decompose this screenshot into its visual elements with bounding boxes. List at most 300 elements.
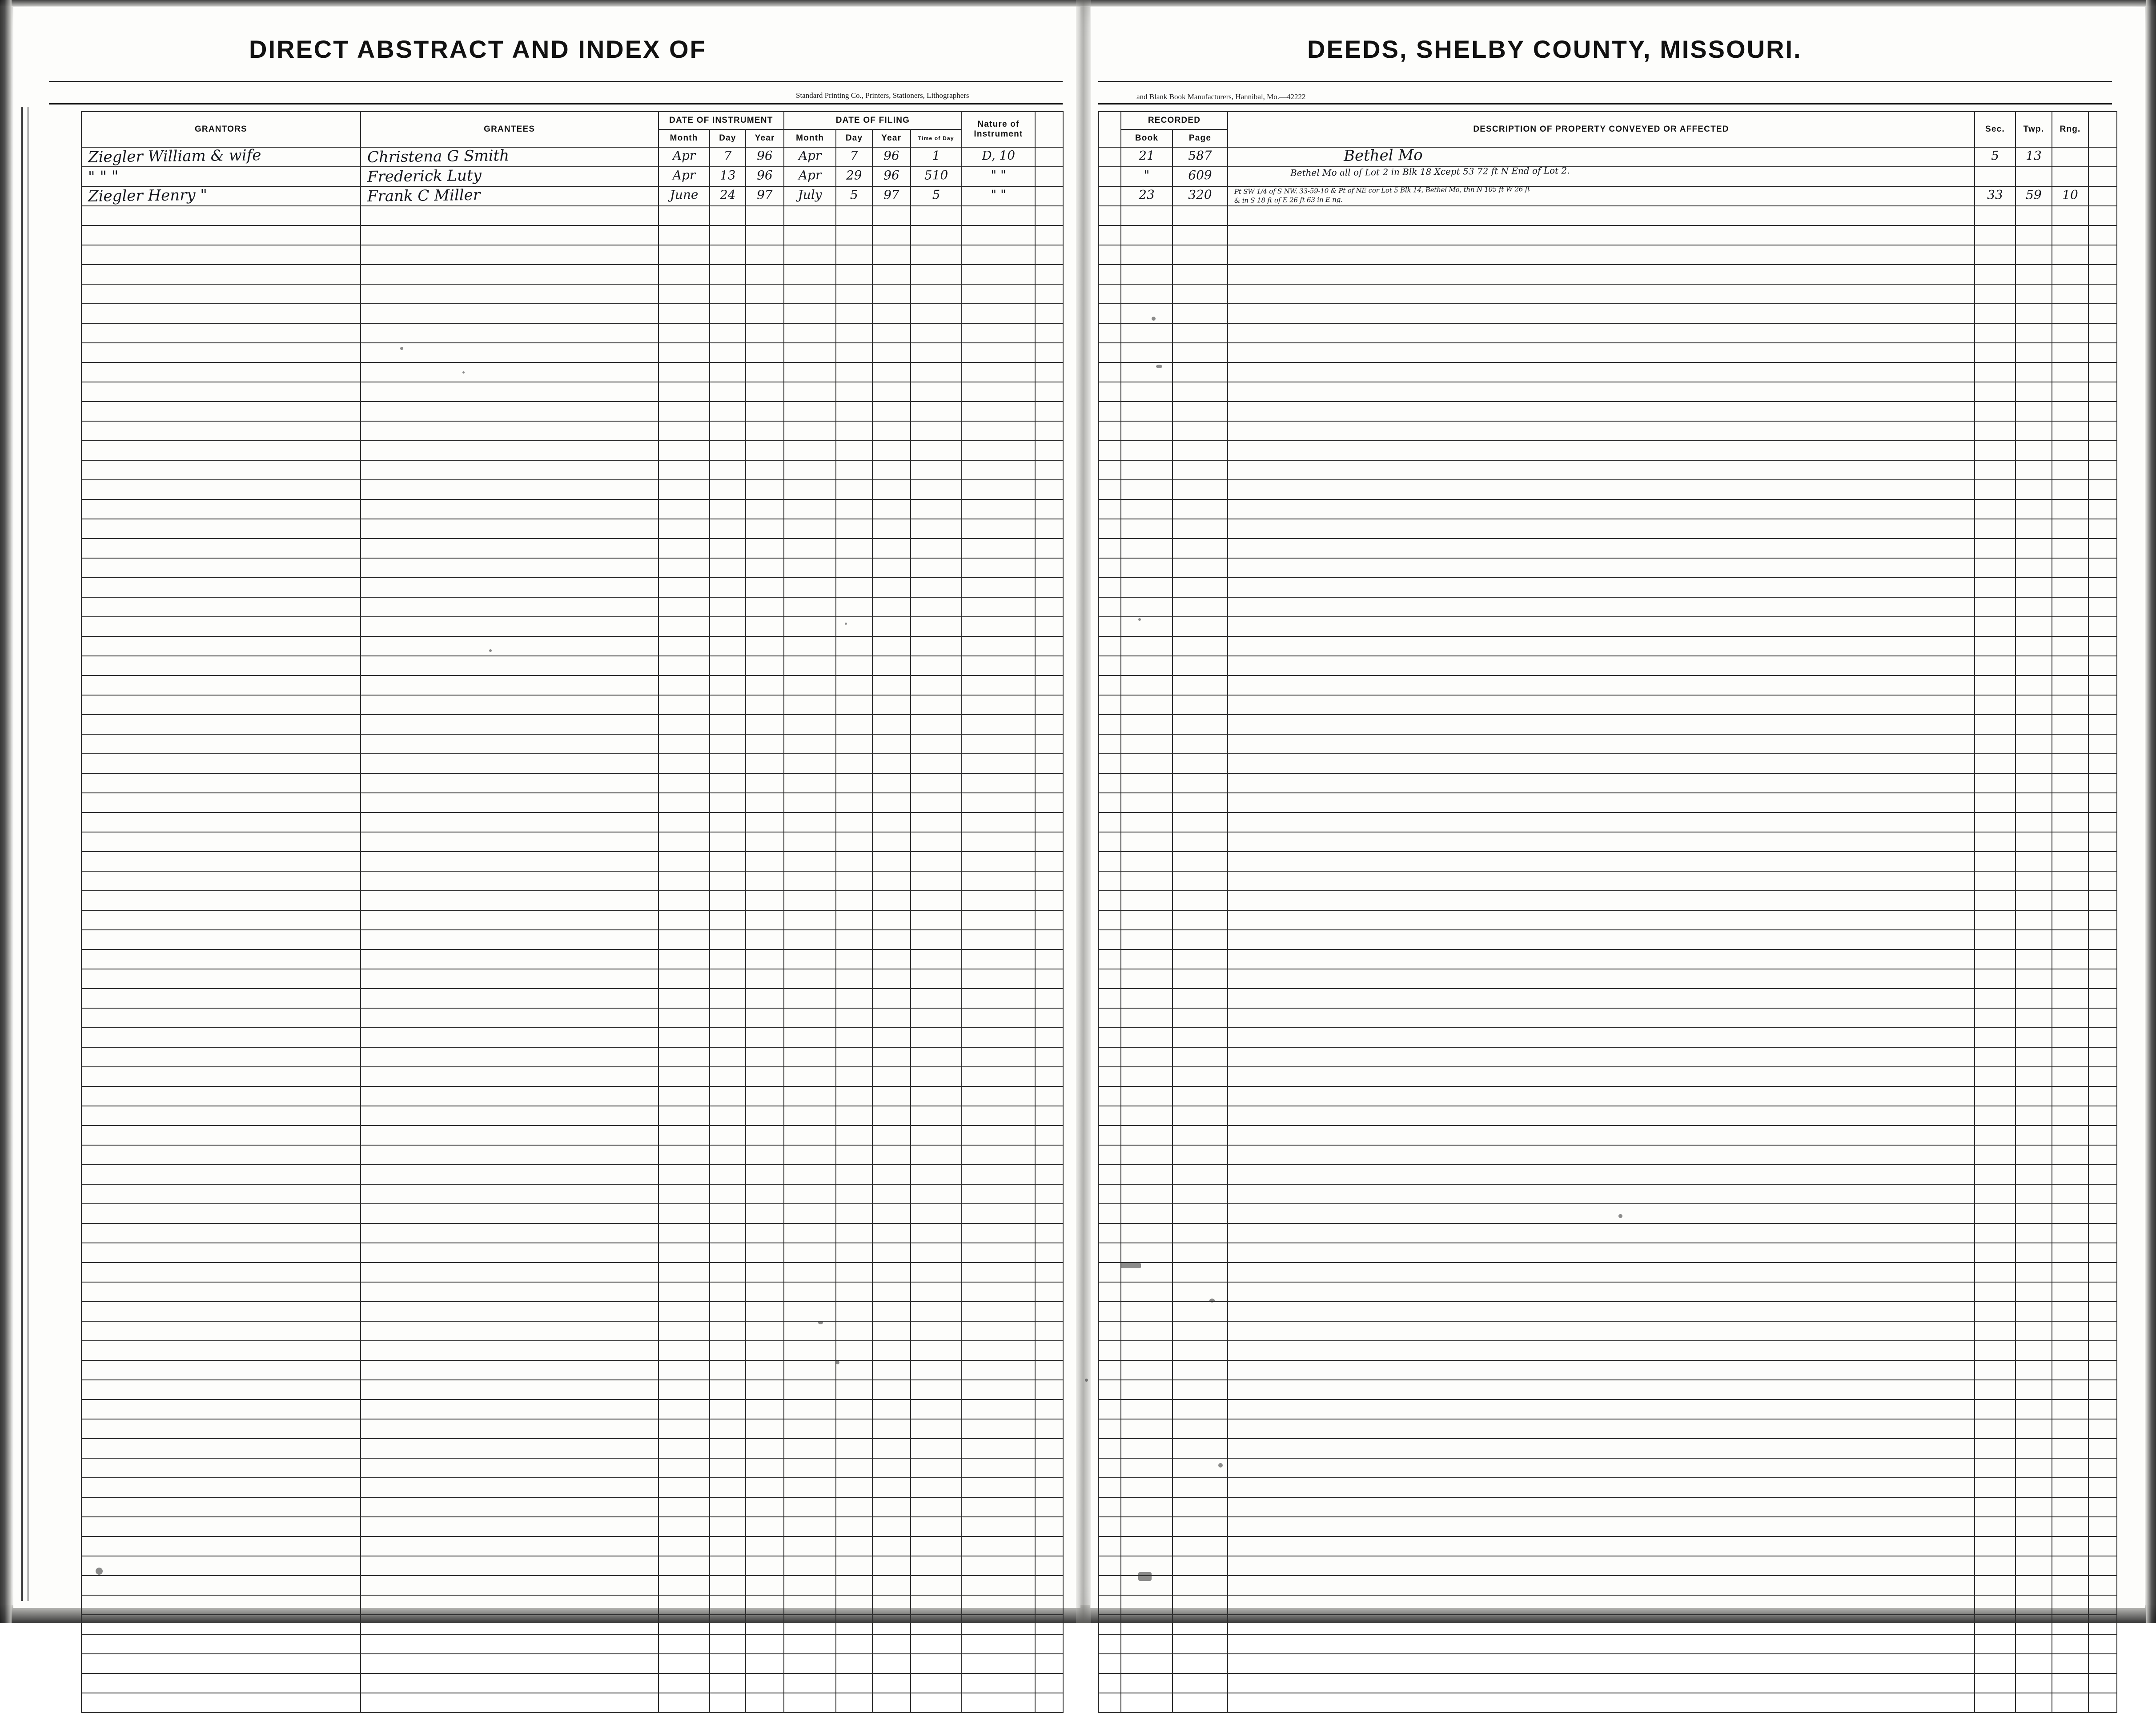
cell-blank xyxy=(1121,773,1172,793)
cell-blank xyxy=(1099,1556,1121,1576)
cell-blank xyxy=(1172,1008,1228,1028)
cell-blank xyxy=(872,558,911,578)
cell-blank xyxy=(746,1243,784,1263)
cell-blank xyxy=(2015,1517,2052,1536)
cell-blank xyxy=(1121,1321,1172,1341)
cell-blank xyxy=(1975,1693,2015,1713)
cell-blank xyxy=(2088,441,2117,460)
cell-blank xyxy=(81,1595,361,1615)
cell-blank xyxy=(1172,441,1228,460)
cell-blank xyxy=(1975,1615,2015,1634)
cell-blank xyxy=(81,1165,361,1184)
handwriting-twp: 13 xyxy=(2025,148,2042,163)
cell-blank xyxy=(710,1673,746,1693)
cell-blank xyxy=(361,460,658,480)
cell-blank xyxy=(658,382,710,402)
cell-blank xyxy=(784,676,836,695)
table-row-blank xyxy=(1099,1204,2117,1223)
cell-blank xyxy=(872,656,911,676)
cell-blank xyxy=(1975,1458,2015,1478)
cell-blank xyxy=(836,558,872,578)
cell-blank xyxy=(746,1028,784,1047)
cell-blank xyxy=(746,1536,784,1556)
cell-blank xyxy=(872,617,911,636)
table-row-blank xyxy=(81,519,1063,539)
cell-blank xyxy=(1035,656,1063,676)
cell-blank xyxy=(81,343,361,362)
cell-blank xyxy=(2052,1243,2088,1263)
cell-blank xyxy=(1172,1497,1228,1517)
cell-blank xyxy=(1121,1419,1172,1439)
cell-blank xyxy=(962,1302,1035,1321)
cell-blank xyxy=(1172,930,1228,949)
cell-blank xyxy=(1035,1282,1063,1302)
table-row-blank xyxy=(81,949,1063,969)
cell-blank xyxy=(784,793,836,812)
cell-blank xyxy=(2052,304,2088,323)
cell-blank xyxy=(1121,1106,1172,1126)
cell-blank xyxy=(2015,1243,2052,1263)
scan-speck xyxy=(818,1321,823,1324)
table-row-blank xyxy=(1099,1576,2117,1595)
cell-blank xyxy=(2052,891,2088,910)
cell-blank xyxy=(911,1047,962,1067)
cell-blank xyxy=(1172,871,1228,891)
handwriting-description: Bethel Mo xyxy=(1343,146,1423,165)
table-row-blank xyxy=(1099,1478,2117,1497)
cell-blank xyxy=(1099,1165,1121,1184)
cell-blank xyxy=(911,793,962,812)
cell-blank xyxy=(2015,1693,2052,1713)
cell-blank xyxy=(911,284,962,304)
scan-speck xyxy=(1138,618,1141,621)
cell-blank xyxy=(962,1419,1035,1439)
cell-blank xyxy=(81,793,361,812)
cell-blank xyxy=(1172,1380,1228,1399)
cell-blank xyxy=(836,969,872,989)
cell-blank xyxy=(2088,402,2117,421)
cell-blank xyxy=(1975,1673,2015,1693)
handwriting-nature: D, 10 xyxy=(981,148,1016,163)
cell-blank xyxy=(1228,1634,1975,1654)
cell-blank xyxy=(1121,695,1172,715)
cell-blank xyxy=(1975,773,2015,793)
cell-blank xyxy=(1121,1165,1172,1184)
cell-blank xyxy=(911,1145,962,1165)
cell-blank xyxy=(710,832,746,852)
cell-blank xyxy=(710,460,746,480)
table-row-blank xyxy=(81,1282,1063,1302)
handwriting-rng: 10 xyxy=(2062,187,2079,202)
table-row-blank xyxy=(1099,499,2117,519)
cell-blank xyxy=(872,225,911,245)
cell-blank xyxy=(1121,871,1172,891)
printer-imprint-left: Standard Printing Co., Printers, Stationers, Lithographers xyxy=(796,91,969,100)
handwriting-inst-month: Apr xyxy=(672,148,696,163)
cell-blank xyxy=(658,989,710,1008)
cell-blank xyxy=(2052,1360,2088,1380)
cell-blank xyxy=(1172,499,1228,519)
cell-blank xyxy=(658,1615,710,1634)
cell-blank xyxy=(81,519,361,539)
cell-blank xyxy=(2052,245,2088,265)
cell-blank xyxy=(2052,1106,2088,1126)
cell-blank xyxy=(911,460,962,480)
handwriting-page: 587 xyxy=(1188,148,1212,163)
cell-blank xyxy=(911,1028,962,1047)
col-header-grantees: GRANTEES xyxy=(361,112,658,147)
cell-blank xyxy=(1975,1439,2015,1458)
cell-blank xyxy=(1172,304,1228,323)
cell-blank xyxy=(746,891,784,910)
cell-blank xyxy=(746,1419,784,1439)
cell-blank xyxy=(1099,499,1121,519)
cell-blank xyxy=(1172,1419,1228,1439)
cell-blank xyxy=(1099,852,1121,871)
cell-blank xyxy=(1099,1654,1121,1673)
table-row-blank xyxy=(81,793,1063,812)
cell-blank xyxy=(361,1576,658,1595)
cell-blank xyxy=(361,1595,658,1615)
cell-blank xyxy=(658,812,710,832)
cell-blank xyxy=(1228,1615,1975,1634)
cell-blank xyxy=(1099,1458,1121,1478)
cell-blank xyxy=(658,1067,710,1086)
cell-blank xyxy=(872,1380,911,1399)
cell-blank xyxy=(1099,1536,1121,1556)
cell-blank xyxy=(81,1634,361,1654)
cell-blank xyxy=(836,1458,872,1478)
cell-blank xyxy=(361,1399,658,1419)
cell-blank xyxy=(1228,617,1975,636)
cell-blank xyxy=(2052,1673,2088,1693)
cell-blank xyxy=(2015,225,2052,245)
cell-blank xyxy=(1121,499,1172,519)
cell-blank xyxy=(2015,871,2052,891)
cell-blank xyxy=(911,891,962,910)
table-row-blank xyxy=(81,1556,1063,1576)
cell-blank xyxy=(81,1204,361,1223)
cell-blank xyxy=(1228,1106,1975,1126)
cell-blank xyxy=(911,832,962,852)
cell-blank xyxy=(1228,480,1975,499)
cell-blank xyxy=(1172,265,1228,284)
table-row-blank xyxy=(1099,1595,2117,1615)
cell-blank xyxy=(2052,1419,2088,1439)
cell-blank xyxy=(81,1028,361,1047)
cell-blank xyxy=(1099,891,1121,910)
table-row-blank xyxy=(1099,519,2117,539)
cell-blank xyxy=(361,871,658,891)
table-row-blank xyxy=(1099,1673,2117,1693)
cell-blank xyxy=(784,969,836,989)
cell-blank xyxy=(1172,1321,1228,1341)
col-header-inst-year: Year xyxy=(746,129,784,147)
cell-blank xyxy=(2015,969,2052,989)
cell-blank xyxy=(746,676,784,695)
cell-right-edge-spacer xyxy=(2088,186,2117,206)
cell-blank xyxy=(361,265,658,284)
cell-blank xyxy=(2088,1360,2117,1380)
table-row-blank xyxy=(1099,1302,2117,1321)
cell-inst-day xyxy=(710,186,746,206)
cell-blank xyxy=(1228,773,1975,793)
cell-blank xyxy=(836,1341,872,1360)
cell-blank xyxy=(746,832,784,852)
cell-blank xyxy=(2088,1634,2117,1654)
cell-blank xyxy=(81,1282,361,1302)
cell-blank xyxy=(710,499,746,519)
cell-blank xyxy=(81,460,361,480)
cell-blank xyxy=(784,1556,836,1576)
cell-blank xyxy=(1172,480,1228,499)
cell-blank xyxy=(962,1536,1035,1556)
cell-blank xyxy=(836,734,872,754)
cell-blank xyxy=(2015,1536,2052,1556)
scan-speck xyxy=(400,347,403,350)
cell-blank xyxy=(1035,1204,1063,1223)
cell-blank xyxy=(1099,832,1121,852)
cell-description xyxy=(1228,186,1975,206)
cell-blank xyxy=(1228,578,1975,597)
cell-blank xyxy=(872,1595,911,1615)
cell-blank xyxy=(81,754,361,773)
handwriting-inst-year: 96 xyxy=(757,168,773,183)
cell-blank xyxy=(746,754,784,773)
table-row-blank xyxy=(81,1634,1063,1654)
cell-blank xyxy=(1172,1263,1228,1282)
cell-twp xyxy=(2015,186,2052,206)
scan-speck xyxy=(1218,1463,1223,1468)
cell-blank xyxy=(784,1302,836,1321)
handwriting-inst-month: June xyxy=(669,187,699,202)
cell-blank xyxy=(836,812,872,832)
cell-blank xyxy=(361,343,658,362)
cell-blank xyxy=(658,1556,710,1576)
cell-blank xyxy=(1975,1517,2015,1536)
property-description-table xyxy=(1098,111,2117,1713)
cell-blank xyxy=(1172,1536,1228,1556)
cell-blank xyxy=(836,656,872,676)
cell-blank xyxy=(1099,558,1121,578)
cell-blank xyxy=(1975,754,2015,773)
cell-blank xyxy=(81,1497,361,1517)
cell-blank xyxy=(1099,734,1121,754)
cell-blank xyxy=(1035,1673,1063,1693)
cell-blank xyxy=(962,1047,1035,1067)
cell-blank xyxy=(962,930,1035,949)
cell-blank xyxy=(710,245,746,265)
cell-blank xyxy=(872,1576,911,1595)
cell-blank xyxy=(962,1497,1035,1517)
cell-blank xyxy=(1121,225,1172,245)
table-row-blank xyxy=(81,1517,1063,1536)
cell-blank xyxy=(81,402,361,421)
cell-blank xyxy=(1172,910,1228,930)
cell-blank xyxy=(658,949,710,969)
table-row-blank xyxy=(81,578,1063,597)
cell-blank xyxy=(710,1263,746,1282)
cell-blank xyxy=(2088,793,2117,812)
cell-blank xyxy=(1121,519,1172,539)
cell-blank xyxy=(1035,1126,1063,1145)
cell-blank xyxy=(710,1478,746,1497)
cell-blank xyxy=(1975,1302,2015,1321)
cell-blank xyxy=(81,578,361,597)
cell-blank xyxy=(1099,910,1121,930)
cell-blank xyxy=(1099,1673,1121,1693)
cell-blank xyxy=(2088,1439,2117,1458)
cell-blank xyxy=(1035,499,1063,519)
cell-blank xyxy=(872,910,911,930)
cell-blank xyxy=(361,402,658,421)
cell-blank xyxy=(911,617,962,636)
cell-sec xyxy=(1975,167,2015,186)
cell-blank xyxy=(2015,773,2052,793)
table-row-blank xyxy=(81,441,1063,460)
cell-blank xyxy=(658,1126,710,1145)
cell-blank xyxy=(1121,1282,1172,1302)
handwriting-file-time: 510 xyxy=(924,167,948,183)
cell-blank xyxy=(2052,910,2088,930)
cell-blank xyxy=(361,832,658,852)
cell-blank xyxy=(746,812,784,832)
cell-blank xyxy=(2052,636,2088,656)
cell-blank xyxy=(81,1478,361,1497)
cell-blank xyxy=(911,1556,962,1576)
cell-blank xyxy=(710,910,746,930)
cell-blank xyxy=(1228,225,1975,245)
cell-blank xyxy=(1121,1654,1172,1673)
cell-blank xyxy=(911,1439,962,1458)
cell-blank xyxy=(361,539,658,558)
cell-blank xyxy=(2088,480,2117,499)
table-row-blank xyxy=(81,1341,1063,1360)
cell-blank xyxy=(911,1341,962,1360)
cell-blank xyxy=(746,402,784,421)
cell-blank xyxy=(1035,1458,1063,1478)
cell-blank xyxy=(1975,421,2015,441)
cell-blank xyxy=(746,1478,784,1497)
table-row-blank xyxy=(1099,734,2117,754)
cell-blank xyxy=(710,715,746,734)
cell-blank xyxy=(81,989,361,1008)
cell-blank xyxy=(1121,558,1172,578)
cell-blank xyxy=(1975,1047,2015,1067)
cell-blank xyxy=(784,402,836,421)
cell-blank xyxy=(1172,1399,1228,1419)
cell-blank xyxy=(1121,441,1172,460)
cell-blank xyxy=(746,1458,784,1478)
cell-blank xyxy=(2015,1145,2052,1165)
cell-blank xyxy=(962,1615,1035,1634)
cell-blank xyxy=(911,1360,962,1380)
table-row-blank xyxy=(1099,852,2117,871)
cell-blank xyxy=(1228,930,1975,949)
cell-blank xyxy=(1172,382,1228,402)
table-row-blank xyxy=(1099,382,2117,402)
cell-blank xyxy=(361,676,658,695)
table-row-blank xyxy=(81,245,1063,265)
cell-blank xyxy=(1121,265,1172,284)
cell-blank xyxy=(836,1556,872,1576)
cell-blank xyxy=(658,754,710,773)
table-row-blank xyxy=(1099,617,2117,636)
cell-blank xyxy=(784,812,836,832)
cell-blank xyxy=(836,1008,872,1028)
cell-book xyxy=(1121,186,1172,206)
cell-blank xyxy=(81,1243,361,1263)
cell-blank xyxy=(1172,402,1228,421)
cell-blank xyxy=(784,715,836,734)
cell-blank xyxy=(1172,421,1228,441)
cell-blank xyxy=(2088,1243,2117,1263)
cell-blank xyxy=(658,1047,710,1067)
cell-blank xyxy=(1121,1341,1172,1360)
cell-blank xyxy=(962,1556,1035,1576)
scan-speck xyxy=(489,649,492,652)
cell-blank xyxy=(784,245,836,265)
table-row-blank xyxy=(1099,871,2117,891)
cell-blank xyxy=(1121,1047,1172,1067)
cell-blank xyxy=(746,225,784,245)
cell-blank xyxy=(962,1634,1035,1654)
cell-blank xyxy=(81,597,361,617)
table-row-blank xyxy=(1099,1184,2117,1204)
cell-blank xyxy=(710,891,746,910)
cell-blank xyxy=(1035,617,1063,636)
cell-blank xyxy=(2015,480,2052,499)
cell-file-day xyxy=(836,186,872,206)
cell-blank xyxy=(2088,676,2117,695)
cell-blank xyxy=(710,1223,746,1243)
cell-blank xyxy=(1975,1399,2015,1419)
cell-blank xyxy=(1035,323,1063,343)
col-header-file-day: Day xyxy=(836,129,872,147)
cell-blank xyxy=(710,656,746,676)
cell-blank xyxy=(746,460,784,480)
cell-blank xyxy=(1121,480,1172,499)
cell-blank xyxy=(1228,499,1975,519)
cell-blank xyxy=(962,1576,1035,1595)
header-rule-left-top xyxy=(49,81,1063,82)
cell-blank xyxy=(361,1634,658,1654)
cell-blank xyxy=(658,773,710,793)
cell-blank xyxy=(2015,519,2052,539)
cell-blank xyxy=(911,578,962,597)
cell-blank xyxy=(2052,949,2088,969)
cell-blank xyxy=(784,1517,836,1536)
cell-blank xyxy=(746,1556,784,1576)
table-row-blank xyxy=(81,1576,1063,1595)
cell-blank xyxy=(836,1126,872,1145)
cell-blank xyxy=(836,539,872,558)
cell-blank xyxy=(361,1106,658,1126)
cell-blank xyxy=(1228,636,1975,656)
cell-blank xyxy=(962,1106,1035,1126)
cell-blank xyxy=(710,539,746,558)
handwriting-description: Pt SW 1/4 of S NW. 33-59-10 & Pt of NE cor Lot 5 Blk 14, Bethel Mo, thn N 105 ft W 26 ft xyxy=(1234,185,1530,196)
cell-blank xyxy=(2015,1634,2052,1654)
cell-blank xyxy=(361,910,658,930)
cell-grantors xyxy=(81,147,361,167)
cell-blank xyxy=(2052,1380,2088,1399)
cell-blank xyxy=(1172,617,1228,636)
table-row-blank xyxy=(81,930,1063,949)
cell-blank xyxy=(361,1165,658,1184)
cell-page xyxy=(1172,167,1228,186)
cell-blank xyxy=(1035,1439,1063,1458)
